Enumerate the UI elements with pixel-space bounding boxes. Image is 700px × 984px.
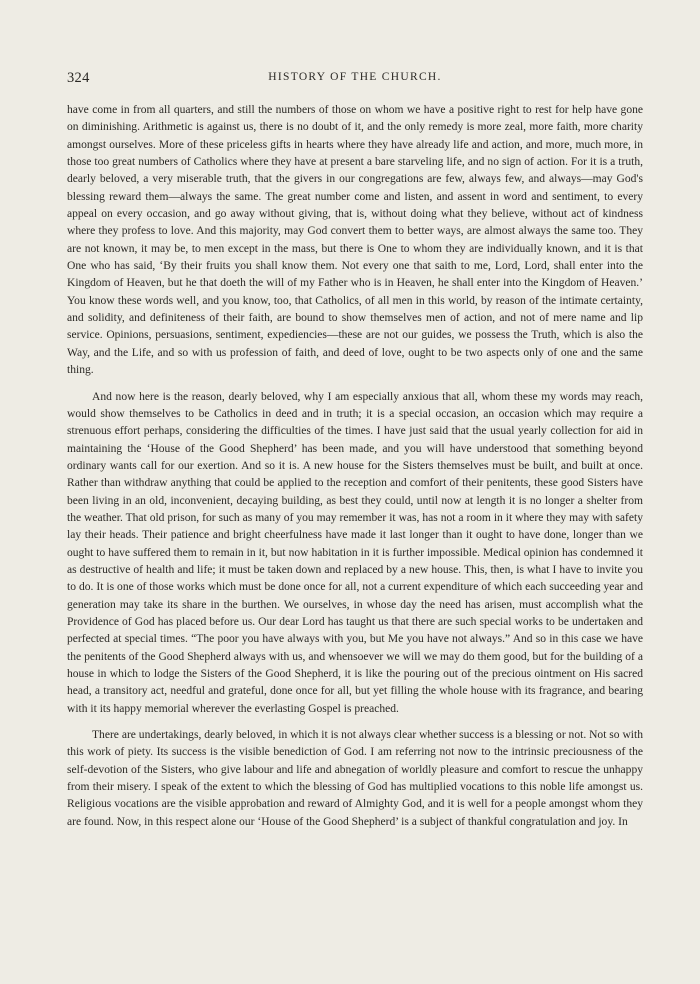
- paragraph: have come in from all quarters, and still the numbers of those on whom we have a positive right to rest for help have gone on diminishing. Arithmetic is against us, there is no doubt of it, and the only remedy is more zeal, more faith, more charity amongst ourselves. More of these priceless gifts in hearts where they have already life and action, and more, much more, in those too great numbers of Catholics where they have at present a bare starveling life, and no sign of action. For it is a truth, dearly beloved, a very miserable truth, that the givers in our congregations are few, always few, and always—may God's blessing reward them—always the same. The great number come and listen, and assent in word and sentiment, to every appeal on every occasion, and go away without giving, that is, without doing what they believe, without act of kindness where they profess to love. And this majority, may God convert them to better ways, are almost always the same too. They are not known, it may be, to men except in the mass, but there is One to whom they are individually known, and it is that One who has said, ‘By their fruits you shall know them. Not every one that saith to me, Lord, Lord, shall enter into the Kingdom of Heaven, but he that doeth the will of my Father who is in Heaven, he shall enter into the Kingdom of Heaven.’ You know these words well, and you know, too, that Catholics, of all men in this world, by reason of the intimate certainty, and solidity, and definiteness of their faith, are bound to show themselves men of action, and not of mere name and lip service. Opinions, persuasions, sentiment, expediencies—these are not our guides, we possess the Truth, which is also the Way, and the Life, and so with us profession of faith, and deed of love, ought to be two aspects only of one and the same thing.: [67, 104, 643, 377]
- paragraph: And now here is the reason, dearly beloved, why I am especially anxious that all, whom these my words may reach, would show themselves to be Catholics in deed and in truth; it is a special occasion, an occasion which may require a strenuous effort perhaps, considering the difficulties of the times. I have just said that the usual yearly collection for aid in maintaining the ‘House of the Good Shepherd’ has been made, and you will have understood that something beyond ordinary wants call for our exertion. And so it is. A new house for the Sisters themselves must be built, and built at once. Rather than withdraw anything that could be applied to the reception and comfort of their penitents, these good Sisters have been living in an old, inconvenient, decaying building, as best they could, until now at length it is no longer a shelter from the weather. That old prison, for such as many of you may remember it was, has not a room in it where they may with safety lay their heads. Their patience and bright cheerfulness have made it last longer than it ought to have done, longer than we ought to have suffered them to remain in it, but now habitation in it is further impossible. Medical opinion has condemned it as destructive of health and life; it must be taken down and replaced by a new house. This, then, is what I have to invite you to do. It is one of those works which must be done once for all, not a current expenditure of which each succeeding year and generation may take its share in the burthen. We ourselves, in whose day the need has arisen, must accomplish what the Providence of God has placed before us. Our dear Lord has taught us that there are such special works to be undertaken and perfected at special times. “The poor you have always with you, but Me you have not always.” And so in this case we have the penitents of the Good Shepherd always with us, and whensoever we will we may do them good, but for the building of a house in which to lodge the Sisters of the Good Shepherd, it is like the pouring out of the precious ointment on His sacred head, a transitory act, needful and grateful, done once for all, but yet filling the whole house with its fragrance, and bearing with it its happy memorial wherever the everlasting Gospel is preached.: [67, 390, 643, 715]
- page-number: 324: [67, 70, 90, 86]
- page-header: [67, 70, 643, 88]
- body-text: [67, 102, 643, 840]
- paragraph: There are undertakings, dearly beloved, in which it is not always clear whether success is a blessing or not. Not so with this work of piety. Its success is the visible benediction of God. I am referring not now to the intrinsic preciousness of the self-devotion of the Sisters, who give labour and life and abnegation of worldly pleasure and comfort to rescue the unhappy from their misery. I speak of the extent to which the blessing of God has multiplied vocations to this noble life amongst us. Religious vocations are the visible approbation and reward of Almighty God, and it is well for a people amongst whom they are found. Now, in this respect alone our ‘House of the Good Shepherd’ is a subject of thankful congratulation and joy. In: [67, 729, 643, 828]
- running-title: HISTORY OF THE CHURCH.: [268, 71, 442, 83]
